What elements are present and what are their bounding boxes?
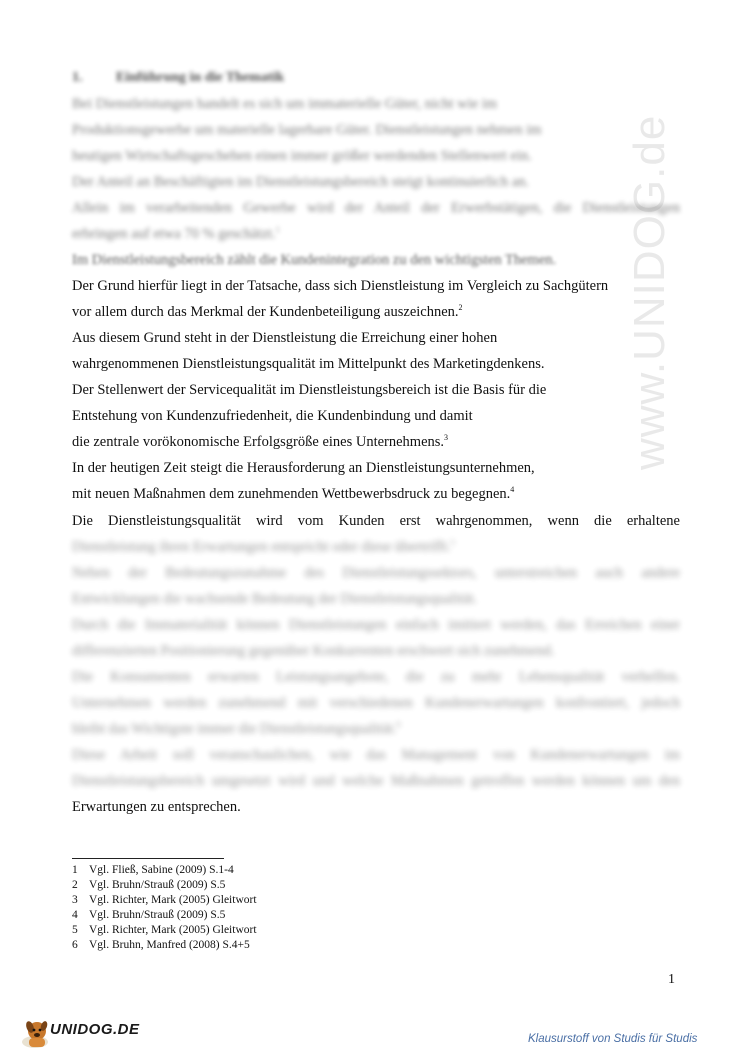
- paragraph-line: differenzierten Positionierung gegenüber Konkurrenten erschwert sich zunehmend.: [72, 643, 555, 659]
- paragraph-line: Unternehmen werden zunehmend mit verschiedenen Kundenerwartungen konfrontiert, jedoch: [72, 695, 680, 711]
- paragraph-line: Allein im verarbeitenden Gewerbe wird der Anteil der Erwerbstätigen, die Dienstleistungen: [72, 200, 680, 216]
- footnote: 2 Vgl. Bruhn/Strauß (2009) S.5: [72, 879, 226, 891]
- paragraph-line: Entwicklungen die wachsende Bedeutung der Dienstleistungsqualität.: [72, 591, 478, 607]
- paragraph-line: Im Dienstleistungsbereich zählt die Kundenintegration zu den wichtigsten Themen.: [72, 252, 557, 268]
- paragraph-line: mit neuen Maßnahmen dem zunehmenden Wettbewerbsdruck zu begegnen.$^4$: [72, 485, 515, 502]
- section-number: 1.: [72, 70, 83, 85]
- paragraph-line: heutigen Wirtschaftsgeschehen einen immer größer werdenden Stellenwert ein.: [72, 148, 532, 164]
- footnote-divider: [72, 858, 224, 859]
- paragraph-line: Entstehung von Kundenzufriedenheit, die Kundenbindung und damit: [72, 408, 473, 424]
- paragraph-line: vor allem durch das Merkmal der Kundenbeteiligung auszeichnen.$^2$: [72, 303, 463, 320]
- watermark-text: www.UNIDOG.de: [625, 114, 674, 470]
- paragraph-line: die zentrale vorökonomische Erfolgsgröße eines Unternehmens.$^3$: [72, 433, 449, 450]
- paragraph-line: Die Konsumenten erwarten Leistungsangebote, die zu mehr Lebensqualität verhelfen.: [72, 669, 680, 685]
- paragraph-line: erbringen auf etwa 70 % geschätzt.$^1$: [72, 225, 280, 242]
- paragraph-line: Bei Dienstleistungen handelt es sich um immaterielle Güter, nicht wie im: [72, 96, 498, 112]
- section-heading: [72, 70, 284, 86]
- footnote: 4 Vgl. Bruhn/Strauß (2009) S.5: [72, 909, 226, 921]
- paragraph-line: Der Stellenwert der Servicequalität im Dienstleistungsbereich ist die Basis für die: [72, 382, 547, 398]
- paragraph-line: Erwartungen zu entsprechen.: [72, 799, 241, 815]
- paragraph-line: Aus diesem Grund steht in der Dienstleistung die Erreichung einer hohen: [72, 330, 498, 346]
- paragraph-line: Die Dienstleistungsqualität wird vom Kunden erst wahrgenommen, wenn die erhaltene: [72, 513, 680, 529]
- page-number: 1: [668, 972, 675, 987]
- footnote: 3 Vgl. Richter, Mark (2005) Gleitwort: [72, 894, 257, 906]
- paragraph-line: wahrgenommenen Dienstleistungsqualität im Mittelpunkt des Marketingdenkens.: [72, 356, 545, 372]
- paragraph-line: Produktionsgewerbe um materielle lagerbare Güter. Dienstleistungen nehmen im: [72, 122, 542, 138]
- section-title: Einführung in die Thematik: [116, 70, 285, 85]
- paragraph-line: Diese Arbeit soll veranschaulichen, wie das Management von Kundenerwartungen im: [72, 747, 680, 763]
- footnote: 1 Vgl. Fließ, Sabine (2009) S.1-4: [72, 864, 234, 876]
- paragraph-line: Dienstleistung ihren Erwartungen entspricht oder diese übertrifft.$^5$: [72, 538, 455, 555]
- paragraph-line: Neben der Bedeutungszunahme des Dienstleistungssektors, unterstreichen auch andere: [72, 565, 680, 581]
- paragraph-line: Dienstleistungsbereich umgesetzt wird und welche Maßnahmen getroffen werden können um den: [72, 773, 680, 789]
- paragraph-line: Der Grund hierfür liegt in der Tatsache, dass sich Dienstleistung im Vergleich zu Sachgütern: [72, 278, 609, 294]
- footer-tagline: Klausurstoff von Studis für Studis: [528, 1033, 698, 1045]
- paragraph-line: Durch die Immaterialität können Dienstleistungen einfach imitiert werden, das Erreichen einer: [72, 617, 680, 633]
- logo-text: UNIDOG.DE: [50, 1021, 140, 1038]
- paragraph-line: Der Anteil an Beschäftigten im Dienstleistungsbereich steigt kontinuierlich an.: [72, 174, 530, 190]
- footnote: 6 Vgl. Bruhn, Manfred (2008) S.4+5: [72, 939, 250, 951]
- paragraph-line: bleibt das Wichtigste immer die Dienstleistungsqualität.$^6$: [72, 720, 401, 737]
- footnote: 5 Vgl. Richter, Mark (2005) Gleitwort: [72, 924, 257, 936]
- paragraph-line: In der heutigen Zeit steigt die Herausforderung an Dienstleistungsunternehmen,: [72, 460, 535, 476]
